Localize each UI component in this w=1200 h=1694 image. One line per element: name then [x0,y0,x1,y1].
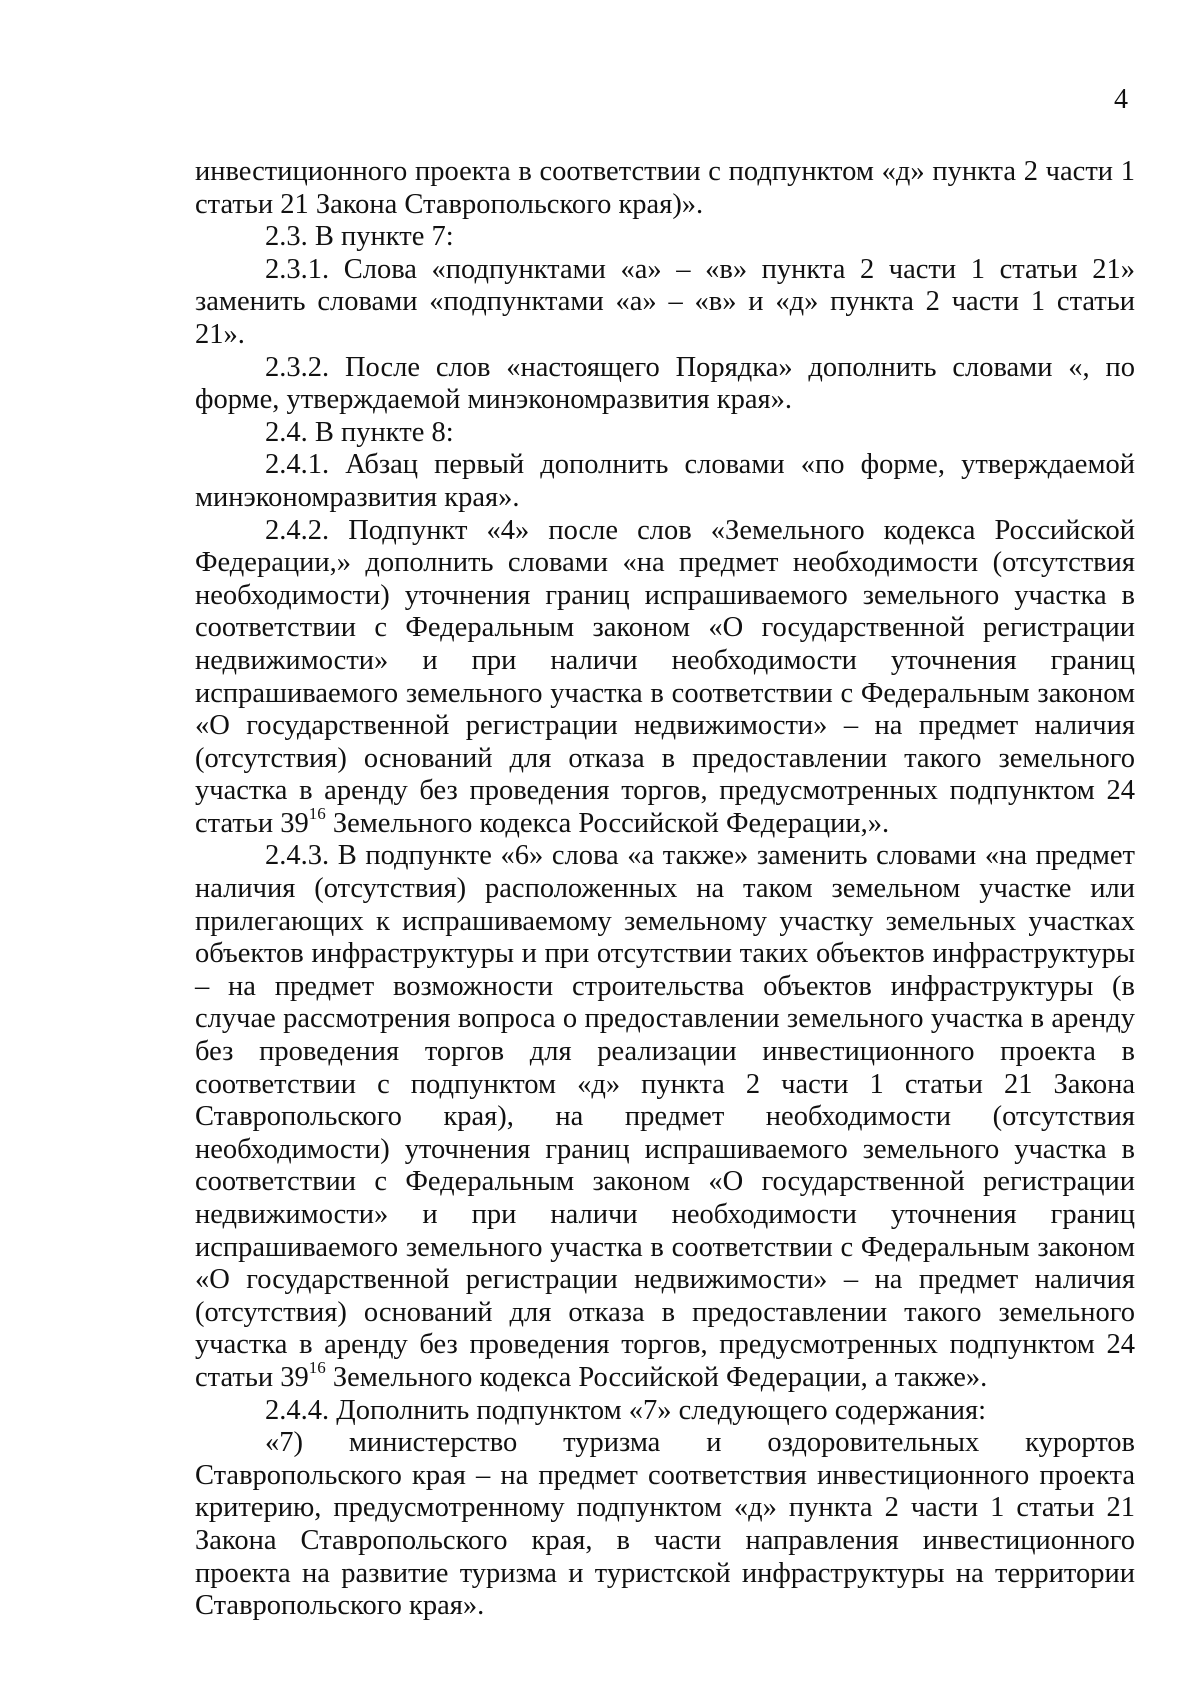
paragraph-2-4-3 [195,840,1135,1394]
paragraph-2-3-2: 2.3.2. После слов «настоящего Порядка» дополнить словами «, по форме, утверждаемой минэкономразвития края». [195,351,1135,416]
paragraph-2-4-2-tail: Земельного кодекса Российской Федерации,». [325,807,890,839]
page-number: 4 [1114,84,1128,115]
paragraph-2-4-2 [195,515,1135,841]
paragraph-2-3-1: 2.3.1. Слова «подпунктами «а» – «в» пункта 2 части 1 статьи 21» заменить словами «подпунктами «а» – «в» и «д» пункта 2 части 1 статьи 21». [195,253,1135,350]
paragraph-continuation: инвестиционного проекта в соответствии с подпунктом «д» пункта 2 части 1 статьи 21 Закона Ставропольского края)». [195,156,1135,220]
paragraph-2-4-2-text: 2.4.2. Подпункт «4» после слов «Земельного кодекса Российской Федерации,» дополнить словами «на предмет необходимости (отсутствия необходимости) уточнения границ испрашиваемого земельного участка в соответствии с Федеральным законом «О государственной регистрации недвижимости» и при наличи необходимости уточнения границ испрашиваемого земельного участка в соответствии с Федеральным законом «О государственной регистрации недвижимости» – на предмет наличия (отсутствия) оснований для отказа в предоставлении такого земельного участка в аренду без проведения торгов, предусмотренных подпунктом 24 статьи 39 [195,514,1135,839]
paragraph-2-3: 2.3. В пункте 7: [265,221,454,253]
paragraph-2-4-3-tail: Земельного кодекса Российской Федерации, а также». [325,1361,988,1393]
paragraph-subitem-7: «7) министерство туризма и оздоровительных курортов Ставропольского края – на предмет соответствия инвестиционного проекта критерию, предусмотренному подпунктом «д» пункта 2 части 1 статьи 21 Закона Ставропольского края, в части направления инвестиционного проекта на развитие туризма и туристской инфраструктуры на территории Ставропольского края». [195,1427,1135,1622]
paragraph-2-4: 2.4. В пункте 8: [265,416,454,448]
superscript-16: 16 [308,804,326,824]
paragraph-2-4-1: 2.4.1. Абзац первый дополнить словами «по форме, утверждаемой минэкономразвития края». [195,449,1135,513]
paragraph-2-4-3-text: 2.4.3. В подпункте «6» слова «а также» заменить словами «на предмет наличия (отсутствия) расположенных на таком земельном участке или прилегающих к испрашиваемому земельному участку земельных участках объектов инфраструктуры и при отсутствии таких объектов инфраструктуры – на предмет возможности строительства объектов инфраструктуры (в случае рассмотрения вопроса о предоставлении земельного участка в аренду без проведения торгов для реализации инвестиционного проекта в соответствии с подпунктом «д» пункта 2 части 1 статьи 21 Закона Ставропольского края), на предмет необходимости (отсутствия необходимости) уточнения границ испрашиваемого земельного участка в соответствии с Федеральным законом «О государственной регистрации недвижимости» и при наличи необходимости уточнения границ испрашиваемого земельного участка в соответствии с Федеральным законом «О государственной регистрации недвижимости» – на предмет наличия (отсутствия) оснований для отказа в предоставлении такого земельного участка в аренду без проведения торгов, предусмотренных подпунктом 24 статьи 39 [195,840,1135,1393]
document-body [195,156,1135,1623]
paragraph-2-4-4: 2.4.4. Дополнить подпунктом «7» следующего содержания: [265,1394,987,1426]
superscript-16: 16 [308,1358,326,1378]
